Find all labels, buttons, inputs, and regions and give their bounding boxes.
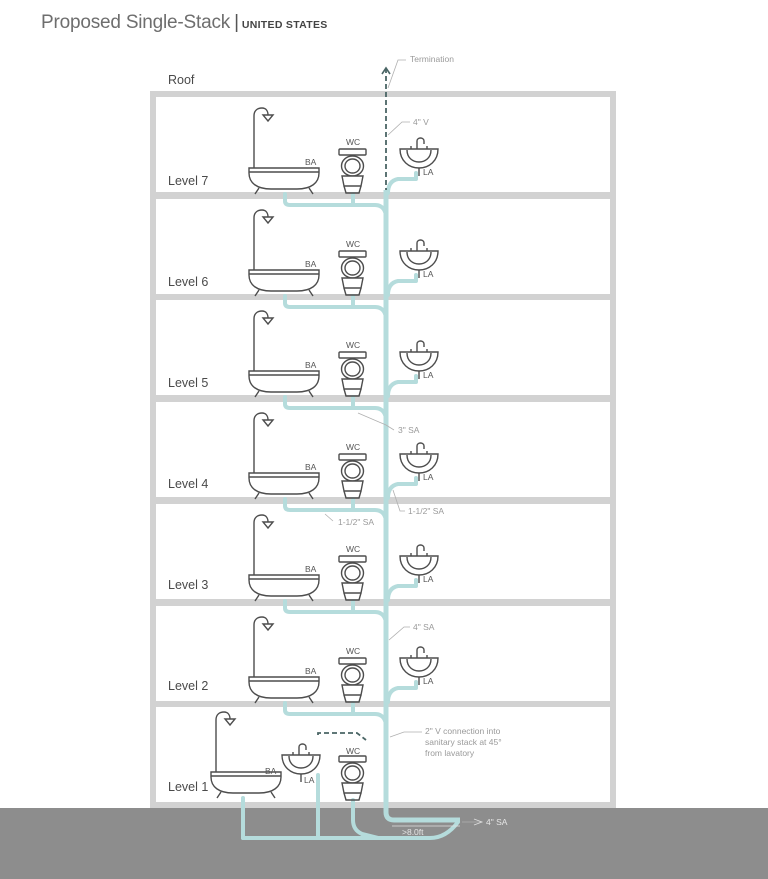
level-2-label: Level 2 [168, 679, 209, 693]
floor-room-6 [156, 199, 610, 294]
lavatory-label: LA [423, 370, 434, 380]
bathtub-label: BA [305, 666, 317, 676]
bathtub-label: BA [265, 766, 277, 776]
lavatory-label: LA [423, 574, 434, 584]
floor-room-7 [156, 97, 610, 192]
level-6-label: Level 6 [168, 275, 209, 289]
level-3-label: Level 3 [168, 578, 209, 592]
bathtub-label: BA [305, 462, 317, 472]
lavatory-label: LA [304, 775, 315, 785]
toilet-label: WC [346, 646, 361, 656]
floor-room-3 [156, 504, 610, 599]
floor-room-5 [156, 300, 610, 395]
sa-3-label: 3" SA [398, 425, 420, 435]
sa-4-building-label: 4" SA [486, 817, 508, 827]
toilet-label: WC [346, 746, 361, 756]
termination-leader [388, 60, 406, 88]
floor-slabs [156, 97, 610, 802]
termination-label: Termination [410, 54, 454, 64]
vent-4-label: 4" V [413, 117, 429, 127]
level-5-label: Level 5 [168, 376, 209, 390]
lavatory-label: LA [423, 167, 434, 177]
vent-connection-line2: sanitary stack at 45° [425, 737, 502, 747]
distance-label: >8.0ft [402, 827, 424, 837]
toilet-label: WC [346, 137, 361, 147]
lavatory-label: LA [423, 472, 434, 482]
sa-15-lav-label: 1-1/2" SA [408, 506, 445, 516]
vent-connection-line1: 2" V connection into [425, 726, 501, 736]
title-subtitle: UNITED STATES [241, 19, 328, 31]
bathtub-label: BA [305, 360, 317, 370]
bathtub-label: BA [305, 259, 317, 269]
vent-connection-line3: from lavatory [425, 748, 475, 758]
bathtub-label: BA [305, 564, 317, 574]
sa-4-stack-label: 4" SA [413, 622, 435, 632]
level-1-label: Level 1 [168, 780, 209, 794]
toilet-label: WC [346, 544, 361, 554]
floor-room-4 [156, 402, 610, 497]
lavatory-label: LA [423, 269, 434, 279]
title-main: Proposed Single-Stack [41, 12, 231, 33]
toilet-label: WC [346, 239, 361, 249]
title-separator: | [234, 12, 239, 33]
lavatory-label: LA [423, 676, 434, 686]
level-4-label: Level 4 [168, 477, 209, 491]
toilet-label: WC [346, 340, 361, 350]
floor-room-2 [156, 606, 610, 701]
bathtub-label: BA [305, 157, 317, 167]
level-7-label: Level 7 [168, 174, 209, 188]
roof-label: Roof [168, 73, 195, 87]
sa-15-tub-label: 1-1/2" SA [338, 517, 375, 527]
ground [0, 808, 768, 879]
toilet-label: WC [346, 442, 361, 452]
